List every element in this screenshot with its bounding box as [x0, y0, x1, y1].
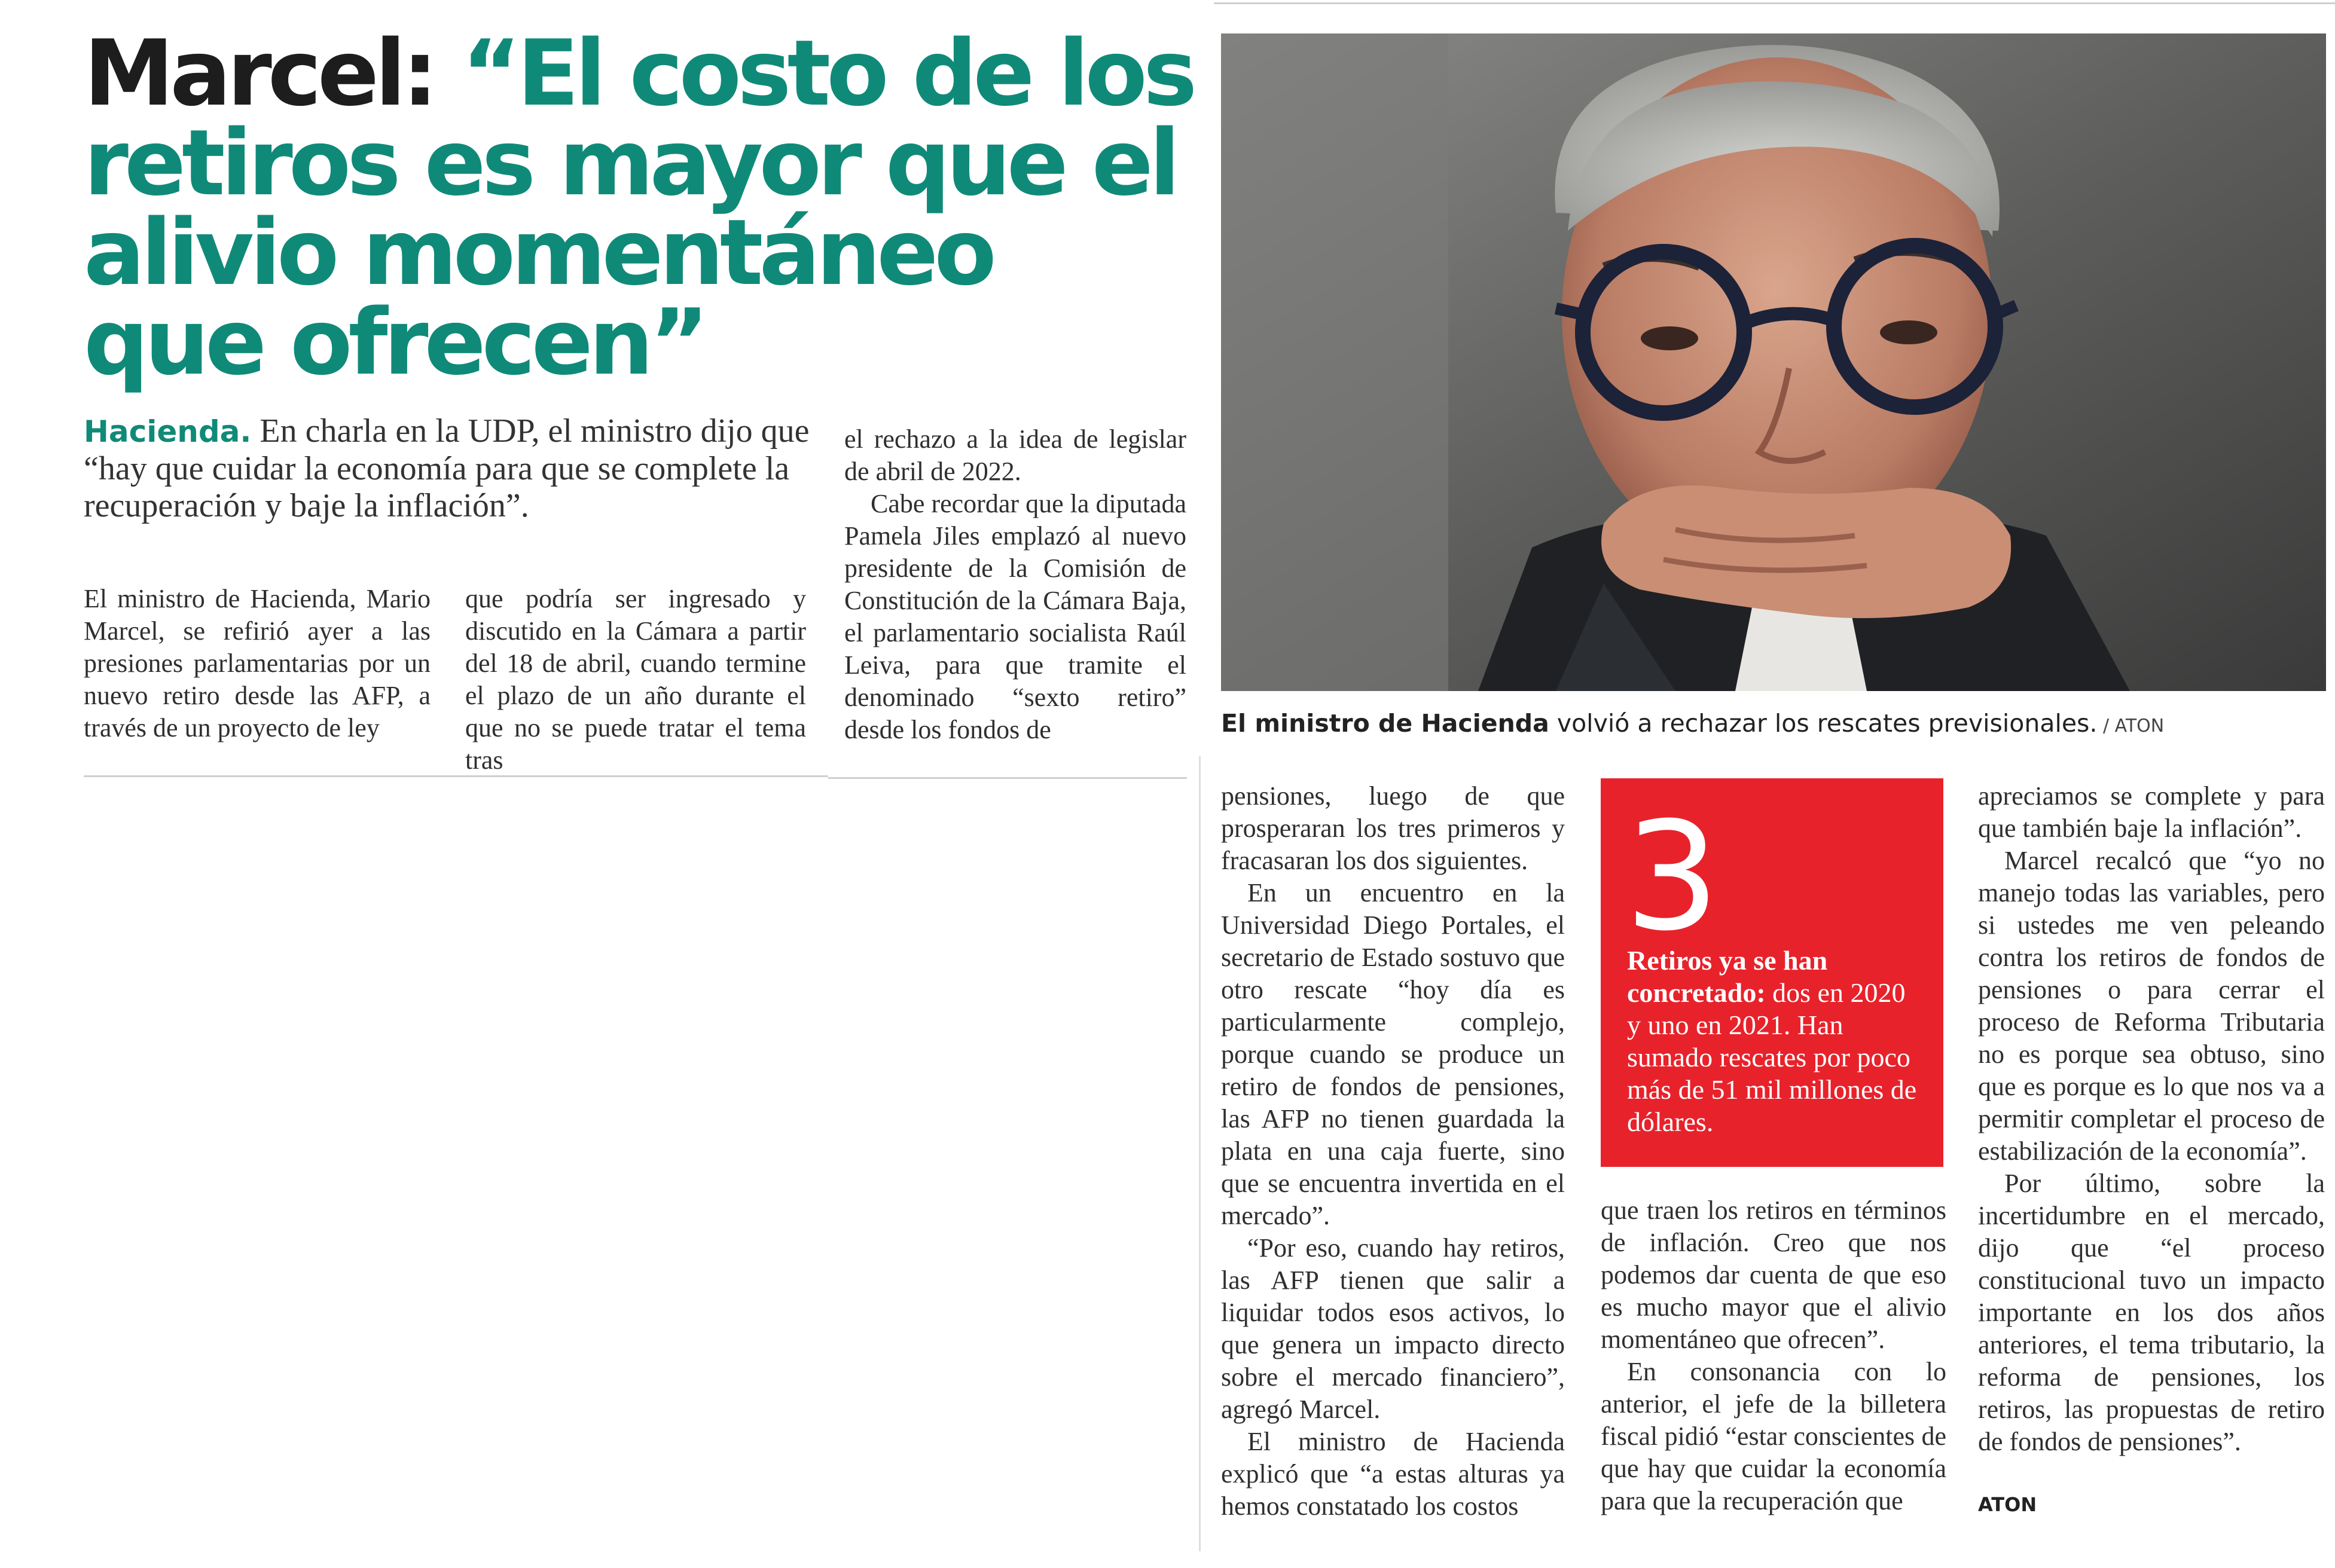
body-paragraph: que traen los retiros en términos de inflación. Creo que nos podemos dar cuenta de que eso es mucho mayor que el alivio momentáneo que ofrecen”.	[1601, 1196, 1946, 1354]
lead-text: En charla en la UDP, el ministro dijo que “hay que cuidar la economía para que se complete la recuperación y baje la inflación”.	[84, 412, 810, 524]
caption-bold: El ministro de Hacienda	[1221, 709, 1549, 738]
divider-rule	[1199, 756, 1201, 1551]
factbox-body: dos en 2020 y uno en 2021. Han sumado rescates por poco más de 51 mil millones de dólares.	[1627, 977, 1917, 1137]
body-column-4	[1221, 780, 1565, 1523]
divider-rule	[828, 777, 1187, 779]
divider-rule	[84, 775, 828, 777]
headline	[84, 20, 1196, 395]
body-column-5	[1601, 1194, 1946, 1517]
body-paragraph: El ministro de Hacienda, Mario Marcel, se refirió ayer a las presiones parlamentarias por un nuevo retiro desde las AFP, a través de un proyecto de ley	[84, 584, 431, 742]
factbox-text	[1627, 945, 1920, 1138]
body-paragraph: que podría ser ingresado y discutido en la Cámara a partir del 18 de abril, cuando termine el plazo de un año durante el que no se puede tratar el tema tras	[465, 584, 806, 775]
photo-credit: / ATON	[2097, 716, 2165, 736]
body-paragraph: el rechazo a la idea de legislar de abril de 2022.	[844, 424, 1186, 486]
photo-caption	[1221, 708, 2326, 741]
body-column-1	[84, 583, 431, 744]
divider-rule	[1214, 2, 2335, 4]
body-paragraph: “Por eso, cuando hay retiros, las AFP tienen que salir a liquidar todos esos activos, lo que genera un impacto directo sobre el mercado financiero”, agregó Marcel.	[1221, 1233, 1565, 1424]
body-paragraph: Cabe recordar que la diputada Pamela Jiles emplazó al nuevo presidente de la Comisión de Constitución de la Cámara Baja, el parlamentario socialista Raúl Leiva, para que tramite el denominado “sexto retiro” desde los fondos de	[844, 489, 1186, 744]
body-paragraph: El ministro de Hacienda explicó que “a estas alturas ya hemos constatado los costos	[1221, 1427, 1565, 1521]
body-column-3	[844, 423, 1186, 746]
factbox-bold: Retiros ya se han concretado:	[1627, 945, 1828, 1008]
body-column-2	[465, 583, 806, 777]
headline-speaker: Marcel:	[84, 20, 434, 126]
body-paragraph: Marcel recalcó que “yo no manejo todas las variables, pero si ustedes me ven peleando contra los retiros de fondos de pensiones o para cerrar el proceso de Reforma Tributaria no es porque sea obtuso, sino que es porque es lo que nos va a permitir completar el proceso de estabilización de la economía”.	[1978, 846, 2325, 1166]
body-paragraph: En consonancia con lo anterior, el jefe de la billetera fiscal pidió “estar conscientes de que hay que cuidar la economía para que la recuperación que	[1601, 1357, 1946, 1515]
lead-paragraph	[84, 412, 813, 524]
body-paragraph: apreciamos se complete y para que también baje la inflación”.	[1978, 781, 2325, 843]
body-column-6	[1978, 780, 2325, 1458]
minister-photo	[1221, 33, 2326, 691]
caption-text: volvió a rechazar los rescates previsionales.	[1549, 709, 2098, 738]
factbox	[1601, 778, 1943, 1167]
body-paragraph: Por último, sobre la incertidumbre en el mercado, dijo que “el proceso constitucional tuvo un impacto importante en los dos años anteriores, el tema tributario, la reforma de pensiones, los retiros, las propuestas de retiro de fondos de pensiones”.	[1978, 1169, 2325, 1456]
body-paragraph: En un encuentro en la Universidad Diego Portales, el secretario de Estado sostuvo que otro rescate “hoy día es particularmente complejo, porque cuando se produce un retiro de fondos de pensiones, las AFP no tienen guardada la plata en una caja fuerte, sino que se encuentra invertida en el mercado”.	[1221, 878, 1565, 1230]
portrait-illustration	[1221, 33, 2326, 691]
byline: ATON	[1978, 1493, 2037, 1516]
body-paragraph: pensiones, luego de que prosperaran los tres primeros y fracasaran los dos siguientes.	[1221, 781, 1565, 875]
headline-quote: “El costo de los retiros es mayor que el alivio momentáneo que ofrecen”	[84, 20, 1194, 395]
factbox-number: 3	[1625, 790, 1720, 964]
section-kicker: Hacienda.	[84, 414, 252, 449]
